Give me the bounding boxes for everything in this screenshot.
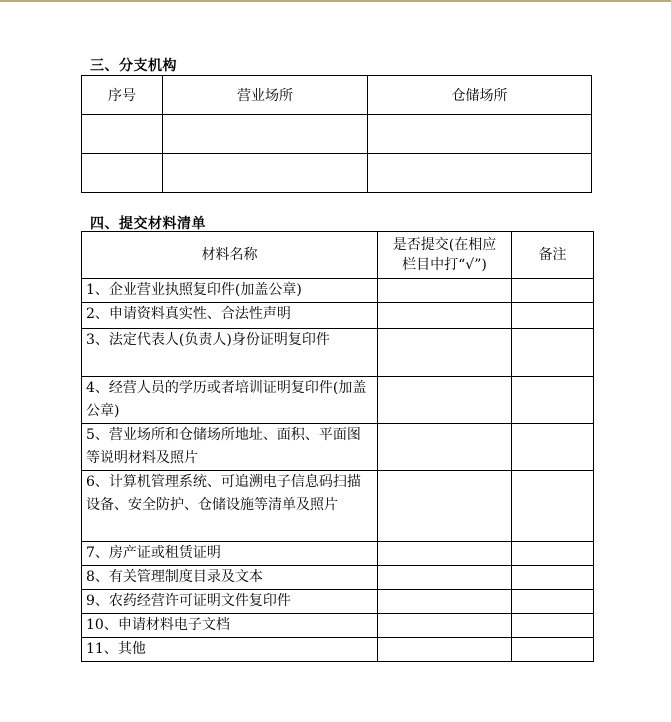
cell-submitted[interactable] [378, 471, 512, 542]
cell-remark[interactable] [512, 542, 594, 566]
table-row [82, 566, 594, 590]
cell-submitted[interactable] [378, 329, 512, 377]
cell-submitted[interactable] [378, 279, 512, 303]
header-business-premises: 营业场所 [163, 76, 368, 115]
cell-serial[interactable] [82, 115, 163, 154]
branch-table [81, 75, 592, 193]
cell-submitted[interactable] [378, 638, 512, 662]
table-row [82, 471, 594, 542]
cell-remark[interactable] [512, 303, 594, 329]
cell-remark[interactable] [512, 279, 594, 303]
table-row [82, 542, 594, 566]
cell-remark[interactable] [512, 566, 594, 590]
section-title-branches: 三、分支机构 [90, 58, 177, 74]
header-submitted-line2: 栏目中打“√”) [402, 257, 487, 273]
cell-remark[interactable] [512, 590, 594, 614]
table-row [82, 377, 594, 424]
cell-storage-premises[interactable] [368, 154, 592, 193]
cell-serial[interactable] [82, 154, 163, 193]
cell-submitted[interactable] [378, 303, 512, 329]
table-row [82, 614, 594, 638]
table-header-row [82, 232, 594, 279]
material-name: 4、经营人员的学历或者培训证明复印件(加盖公章) [82, 377, 378, 424]
cell-remark[interactable] [512, 424, 594, 471]
header-remark: 备注 [512, 232, 594, 279]
header-serial: 序号 [82, 76, 163, 115]
material-name: 6、计算机管理系统、可追溯电子信息码扫描设备、安全防护、仓储设施等清单及照片 [82, 471, 378, 542]
header-storage-premises: 仓储场所 [368, 76, 592, 115]
cell-submitted[interactable] [378, 566, 512, 590]
material-name: 8、有关管理制度目录及文本 [82, 566, 378, 590]
section-title-materials: 四、提交材料清单 [90, 216, 206, 232]
cell-submitted[interactable] [378, 424, 512, 471]
material-name: 2、申请资料真实性、合法性声明 [82, 303, 378, 329]
header-submitted-line1: 是否提交(在相应 [392, 237, 497, 253]
cell-submitted[interactable] [378, 377, 512, 424]
cell-remark[interactable] [512, 638, 594, 662]
table-header-row [82, 76, 592, 115]
table-row [82, 424, 594, 471]
table-row [82, 638, 594, 662]
material-name: 11、其他 [82, 638, 378, 662]
material-name: 10、申请材料电子文档 [82, 614, 378, 638]
table-row [82, 303, 594, 329]
cell-remark[interactable] [512, 471, 594, 542]
cell-storage-premises[interactable] [368, 115, 592, 154]
material-name: 9、农药经营许可证明文件复印件 [82, 590, 378, 614]
cell-business-premises[interactable] [163, 115, 368, 154]
table-row [82, 279, 594, 303]
top-border-rule [0, 0, 671, 2]
material-name: 7、房产证或租赁证明 [82, 542, 378, 566]
cell-remark[interactable] [512, 329, 594, 377]
table-row [82, 154, 592, 193]
material-name: 5、营业场所和仓储场所地址、面积、平面图等说明材料及照片 [82, 424, 378, 471]
table-row [82, 115, 592, 154]
cell-remark[interactable] [512, 614, 594, 638]
cell-remark[interactable] [512, 377, 594, 424]
material-name: 3、法定代表人(负责人)身份证明复印件 [82, 329, 378, 377]
cell-submitted[interactable] [378, 590, 512, 614]
cell-submitted[interactable] [378, 542, 512, 566]
header-submitted [378, 232, 512, 279]
table-row [82, 590, 594, 614]
materials-table [81, 231, 594, 662]
material-name: 1、企业营业执照复印件(加盖公章) [82, 279, 378, 303]
cell-submitted[interactable] [378, 614, 512, 638]
cell-business-premises[interactable] [163, 154, 368, 193]
header-material-name: 材料名称 [82, 232, 378, 279]
table-row [82, 329, 594, 377]
